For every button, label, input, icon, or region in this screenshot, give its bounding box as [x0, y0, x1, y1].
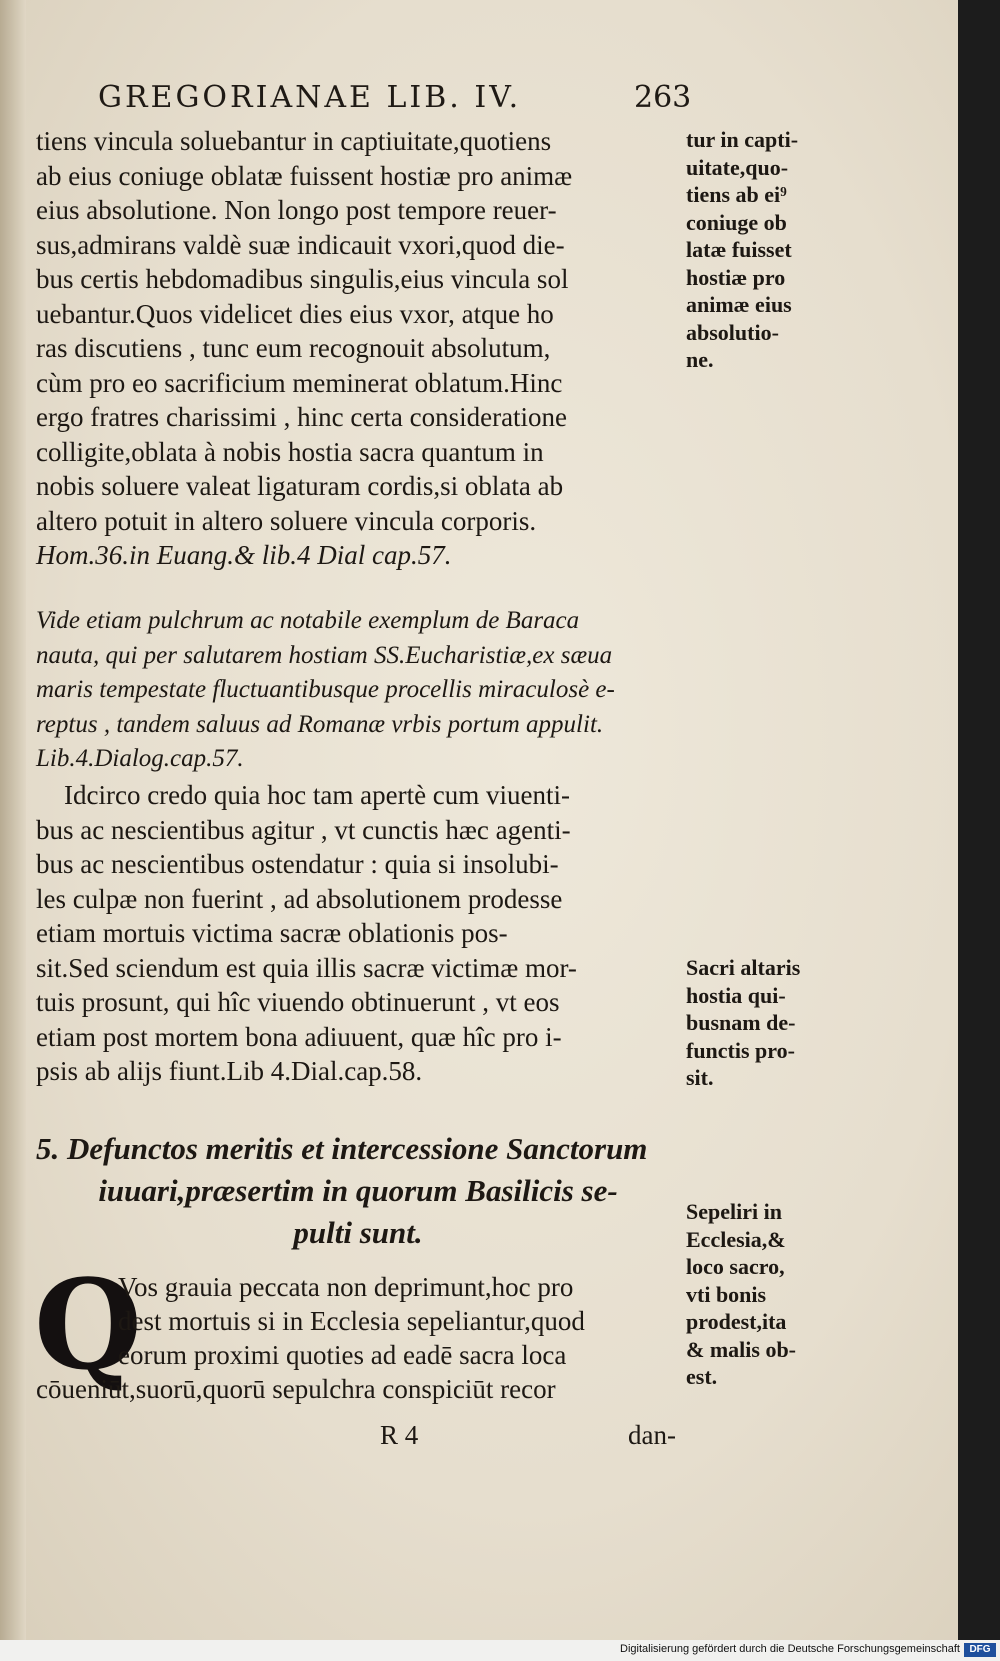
- page-gutter-shadow: [0, 0, 26, 1640]
- text-line: tuis prosunt, qui hîc viuendo obtinuerunt , vt eos: [36, 987, 560, 1017]
- text-line: eorum proximi quoties ad eadē sacra loca: [118, 1340, 567, 1370]
- heading-line: iuuari,præsertim in quorum Basilicis se-: [98, 1173, 618, 1208]
- margin-note: [686, 126, 836, 374]
- page-number: 263: [634, 80, 692, 115]
- text-line: bus certis hebdomadibus singulis,eius vincula sol: [36, 264, 569, 294]
- text-line: nauta, qui per salutarem hostiam SS.Eucharistiæ,ex sæua: [36, 641, 613, 669]
- note-line: Sacri altaris: [686, 955, 801, 980]
- citation: Hom.36.in Euang.& lib.4 Dial cap.57.: [36, 540, 452, 570]
- text-line: dest mortuis si in Ecclesia sepeliantur,quod: [118, 1306, 585, 1336]
- note-line: sit.: [686, 1065, 714, 1090]
- text-line: bus ac nescientibus ostendatur : quia si insolubi-: [36, 849, 559, 879]
- text-line: colligite,oblata à nobis hostia sacra quantum in: [36, 436, 544, 467]
- note-line: vti bonis: [686, 1281, 767, 1307]
- text-line: ras discutiens , tunc eum recognouit absolutum,: [36, 333, 551, 363]
- heading-line: pulti sunt.: [293, 1215, 423, 1250]
- text-line: les culpæ non fuerint , ad absolutionem prodesse: [36, 883, 563, 914]
- note-line: loco sacro,: [686, 1254, 785, 1279]
- digitization-credit: Digitalisierung gefördert durch die Deutsche Forschungsgemeinschaft: [620, 1643, 960, 1655]
- text-line: psis ab alijs fiunt.Lib 4.Dial.cap.58.: [36, 1056, 423, 1086]
- text-line: nobis soluere valeat ligaturam cordis,si oblata ab: [36, 471, 564, 501]
- note-line: hostiæ pro: [686, 264, 786, 290]
- text-line: reptus , tandem saluus ad Romanæ vrbis portum appulit.: [36, 710, 604, 738]
- note-line: uitate,quo-: [686, 154, 789, 180]
- note-line: functis pro-: [686, 1037, 795, 1063]
- note-line: animæ eius: [686, 292, 792, 317]
- catchword: dan-: [628, 1420, 676, 1450]
- body-paragraph-2: [36, 778, 680, 1089]
- body-paragraph-1: [36, 124, 680, 573]
- text-line: Vide etiam pulchrum ac notabile exemplum de Baraca: [36, 607, 580, 634]
- section-heading: [36, 1128, 680, 1254]
- note-line: & malis ob-: [686, 1336, 796, 1362]
- note-line: hostia qui-: [686, 982, 786, 1008]
- dfg-logo: DFG: [964, 1643, 996, 1657]
- text-line: altero potuit in altero soluere vincula corporis.: [36, 505, 537, 536]
- text-line: Idcirco credo quia hoc tam apertè cum viuenti-: [64, 780, 571, 810]
- text-line: cùm pro eo sacrificium meminerat oblatum.Hinc: [36, 367, 563, 398]
- text-line: etiam post mortem bona adiuuent, quæ hîc pro i-: [36, 1021, 562, 1052]
- text-line: cōueniūt,suorū,quorū sepulchra conspiciūt recor: [36, 1374, 556, 1404]
- text-line: Vos grauia peccata non deprimunt,hoc pro: [118, 1272, 574, 1302]
- text-line: sit.Sed sciendum est quia illis sacræ victimæ mor-: [36, 952, 577, 983]
- note-line: coniuge ob: [686, 209, 787, 235]
- margin-note: [686, 954, 836, 1092]
- note-line: Ecclesia,&: [686, 1226, 786, 1252]
- note-line: ne.: [686, 347, 714, 372]
- text-line: ergo fratres charissimi , hinc certa consideratione: [36, 402, 568, 432]
- paragraph-3: [118, 1270, 682, 1372]
- note-line: tur in capti-: [686, 127, 799, 152]
- text-line: maris tempestate fluctuantibusque procellis miraculosè e-: [36, 676, 615, 703]
- running-title: GREGORIANAE LIB. IV.: [98, 80, 522, 115]
- note-line: absolutio-: [686, 319, 779, 345]
- note-line: tiens ab ei⁹: [686, 182, 787, 207]
- note-line: est.: [686, 1364, 718, 1389]
- scan-background: [958, 0, 1000, 1640]
- citation: Lib.4.Dialog.cap.57.: [36, 745, 244, 772]
- heading-line: 5. Defunctos meritis et intercessione Sanctorum: [36, 1131, 648, 1166]
- text-line: tiens vincula soluebantur in captiuitate,quotiens: [36, 126, 552, 156]
- signature-mark: R 4: [380, 1420, 419, 1450]
- text-line: etiam mortuis victima sacræ oblationis pos-: [36, 918, 508, 948]
- drop-initial: Q: [34, 1253, 143, 1398]
- text-line: sus,admirans valdè suæ indicauit vxori,quod die-: [36, 229, 565, 260]
- note-line: prodest,ita: [686, 1309, 787, 1334]
- margin-note: [686, 1198, 836, 1391]
- note-line: Sepeliri in: [686, 1199, 782, 1224]
- text-line: uebantur.Quos videlicet dies eius vxor, atque ho: [36, 298, 554, 329]
- text-line: eius absolutione. Non longo post tempore reuer-: [36, 195, 557, 225]
- text-line: ab eius coniuge oblatæ fuissent hostiæ pro animæ: [36, 160, 573, 191]
- text-line: bus ac nescientibus agitur , vt cunctis hæc agenti-: [36, 814, 571, 845]
- italic-paragraph: [36, 604, 680, 777]
- note-line: busnam de-: [686, 1010, 796, 1035]
- note-line: latæ fuisset: [686, 237, 792, 262]
